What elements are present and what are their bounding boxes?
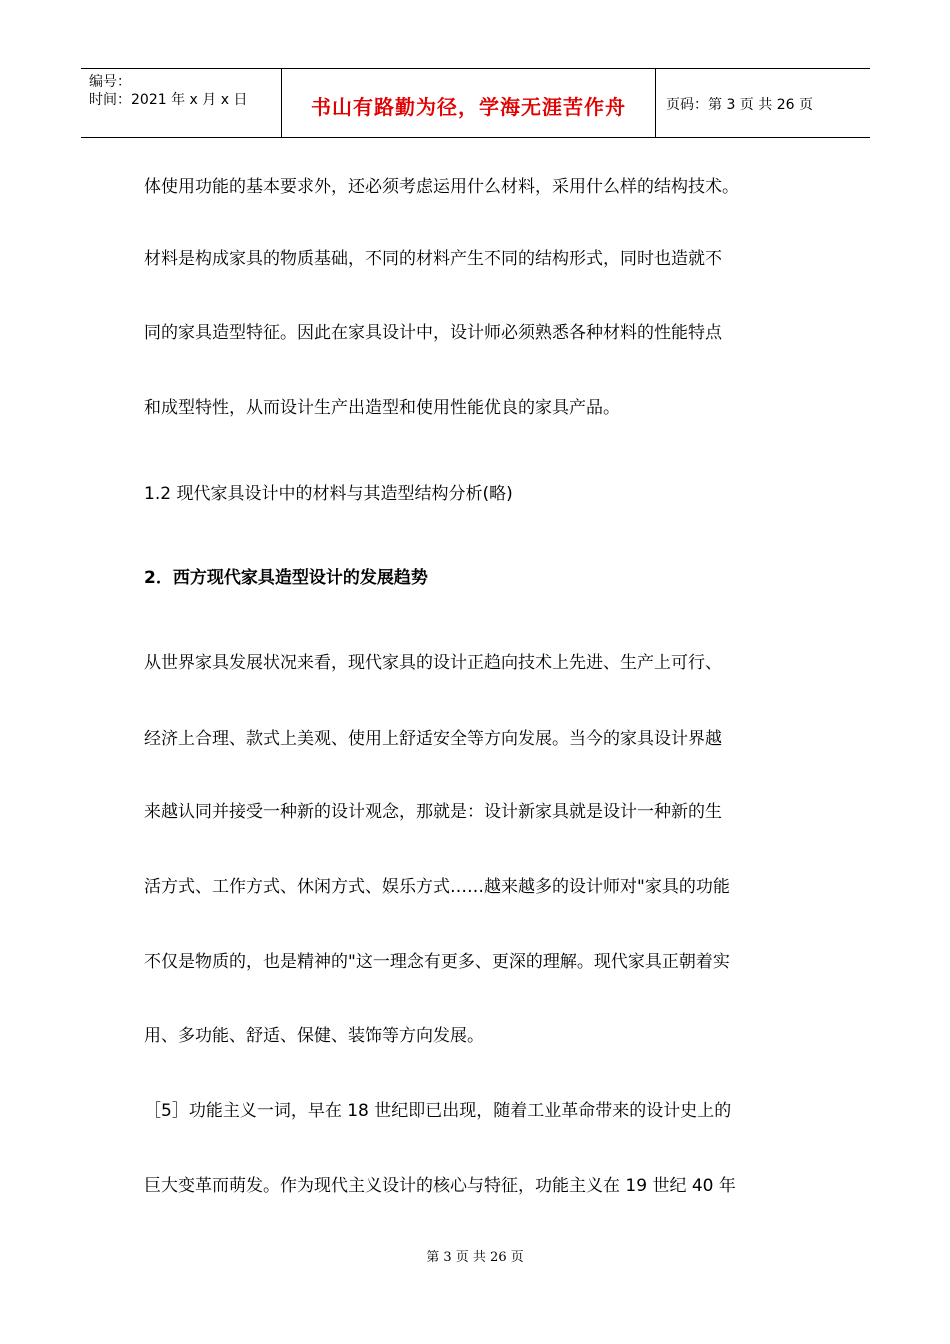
body-line-2: 材料是构成家具的物质基础，不同的材料产生不同的结构形式，同时也造就不 xyxy=(144,249,722,269)
body-line-3: 同的家具造型特征。因此在家具设计中，设计师必须熟悉各种材料的性能特点 xyxy=(144,323,722,343)
body-line-7: 从世界家具发展状况来看，现代家具的设计正趋向技术上先进、生产上可行、 xyxy=(144,653,722,673)
section-heading-2: 2．西方现代家具造型设计的发展趋势 xyxy=(144,568,428,588)
body-line-4: 和成型特性，从而设计生产出造型和使用性能优良的家具产品。 xyxy=(144,398,620,418)
body-line-8: 经济上合理、款式上美观、使用上舒适安全等方向发展。当今的家具设计界越 xyxy=(144,729,722,749)
header-motto-cell xyxy=(281,69,656,137)
body-line-11: 不仅是物质的，也是精神的"这一理念有更多、更深的理解。现代家具正朝着实 xyxy=(144,952,730,972)
body-line-9: 来越认同并接受一种新的设计观念，那就是：设计新家具就是设计一种新的生 xyxy=(144,802,722,822)
body-line-14: 巨大变革而萌发。作为现代主义设计的核心与特征，功能主义在 19 世纪 40 年 xyxy=(144,1176,736,1196)
body-line-13: ［5］功能主义一词，早在 18 世纪即已出现，随着工业革命带来的设计史上的 xyxy=(144,1101,732,1121)
body-line-12: 用、多功能、舒适、保健、装饰等方向发展。 xyxy=(144,1026,484,1046)
page-header xyxy=(81,68,870,138)
page-footer: 第 3 页 共 26 页 xyxy=(426,1250,524,1265)
document-date-label: 时间：2021 年 x 月 x 日 xyxy=(89,92,248,108)
header-page-info: 页码：第 3 页 共 26 页 xyxy=(666,97,813,113)
section-heading-1-2: 1.2 现代家具设计中的材料与其造型结构分析(略) xyxy=(144,484,513,504)
header-page-cell xyxy=(656,69,870,137)
document-number-label: 编号： xyxy=(89,74,131,90)
header-meta-cell xyxy=(81,69,281,137)
header-motto: 书山有路勤为径，学海无涯苦作舟 xyxy=(311,95,626,119)
body-line-1: 体使用功能的基本要求外，还必须考虑运用什么材料，采用什么样的结构技术。 xyxy=(144,177,739,197)
body-line-10: 活方式、工作方式、休闲方式、娱乐方式……越来越多的设计师对"家具的功能 xyxy=(144,877,730,897)
